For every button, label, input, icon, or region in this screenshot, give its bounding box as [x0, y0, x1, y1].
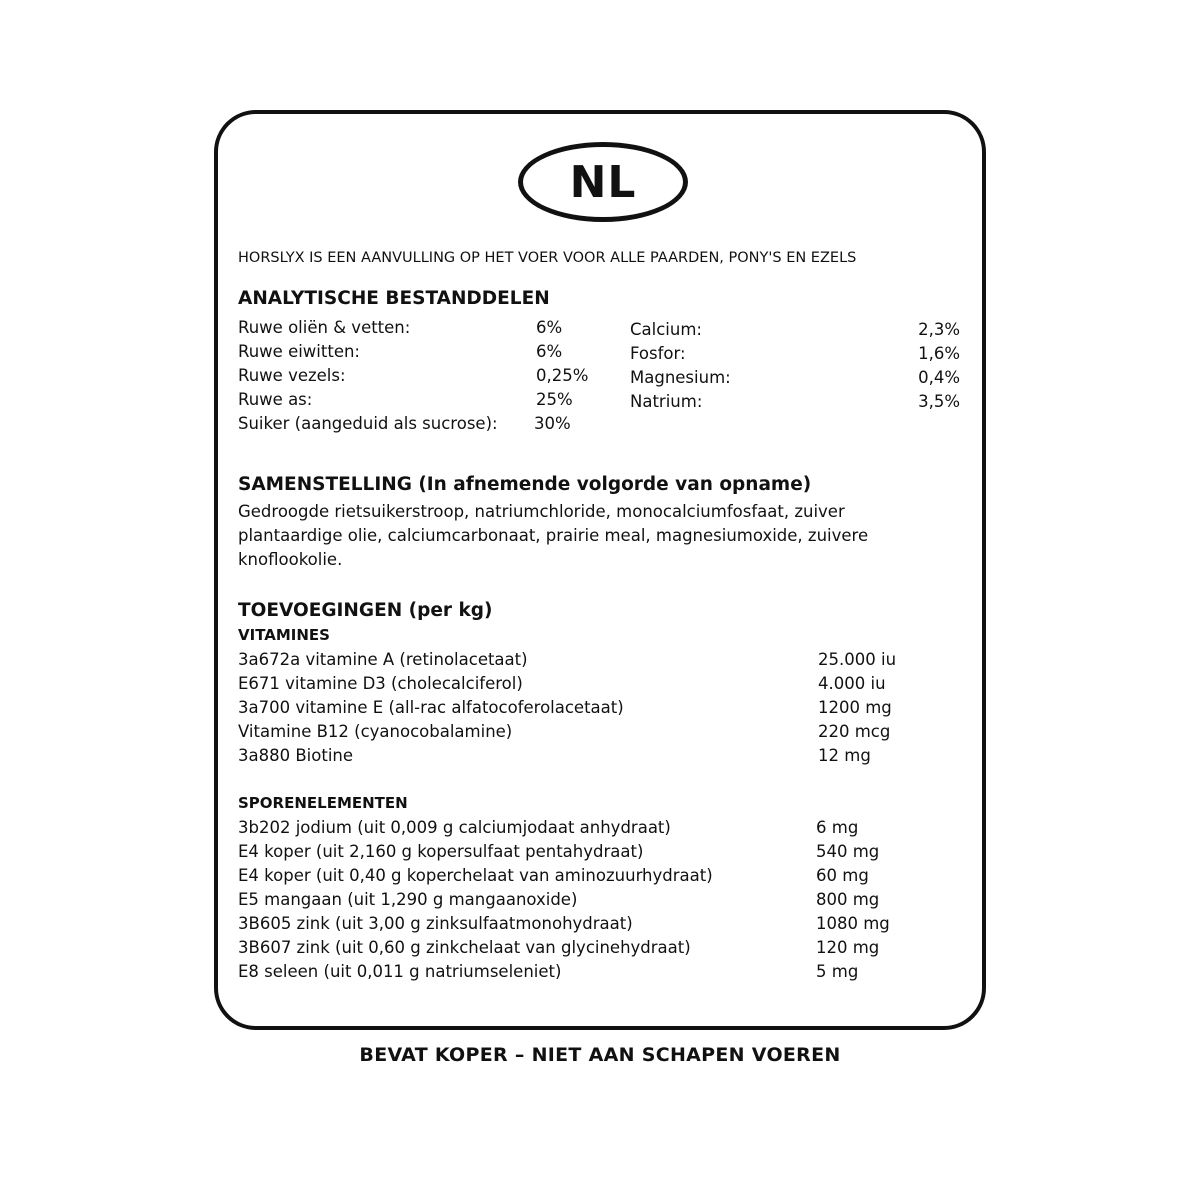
additives-heading: TOEVOEGINGEN (per kg): [238, 600, 493, 621]
vitamin-row: [238, 720, 938, 744]
analytical-value: 30%: [534, 414, 571, 433]
trace-element-label: 3b202 jodium (uit 0,009 g calciumjodaat anhydraat): [238, 818, 671, 837]
trace-element-value: 60 mg: [816, 866, 869, 885]
vitamin-row: [238, 648, 938, 672]
vitamin-row: [238, 744, 938, 768]
trace-element-value: 1080 mg: [816, 914, 890, 933]
analytical-label: Ruwe oliën & vetten:: [238, 318, 411, 337]
vitamins-heading: VITAMINES: [238, 626, 330, 644]
analytical-row: [630, 342, 960, 366]
vitamin-value: 1200 mg: [818, 698, 892, 717]
trace-element-value: 800 mg: [816, 890, 880, 909]
analytical-label: Suiker (aangeduid als sucrose):: [238, 414, 498, 433]
analytical-label: Calcium:: [630, 320, 702, 339]
analytical-row: [630, 390, 960, 414]
analytical-label: Magnesium:: [630, 368, 731, 387]
vitamin-row: [238, 696, 938, 720]
composition-line: plantaardige olie, calciumcarbonaat, prairie meal, magnesiumoxide, zuivere: [238, 526, 869, 545]
trace-elements-heading: SPORENELEMENTEN: [238, 794, 408, 812]
analytical-value: 3,5%: [918, 392, 960, 411]
trace-element-label: E4 koper (uit 2,160 g kopersulfaat pentahydraat): [238, 842, 644, 861]
composition-heading: SAMENSTELLING (In afnemende volgorde van opname): [238, 474, 812, 495]
analytical-label: Ruwe eiwitten:: [238, 342, 360, 361]
vitamin-label: Vitamine B12 (cyanocobalamine): [238, 722, 513, 741]
analytical-row: [238, 340, 598, 364]
vitamin-value: 12 mg: [818, 746, 871, 765]
analytical-row: [238, 364, 598, 388]
trace-element-value: 540 mg: [816, 842, 880, 861]
vitamin-row: [238, 672, 938, 696]
vitamin-label: 3a700 vitamine E (all-rac alfatocoferolacetaat): [238, 698, 624, 717]
trace-element-row: [238, 840, 938, 864]
analytical-label: Natrium:: [630, 392, 703, 411]
trace-element-label: E8 seleen (uit 0,011 g natriumseleniet): [238, 962, 562, 981]
trace-element-label: 3B607 zink (uit 0,60 g zinkchelaat van glycinehydraat): [238, 938, 691, 957]
composition-text: [238, 500, 958, 572]
trace-element-value: 6 mg: [816, 818, 859, 837]
composition-line: knoflookolie.: [238, 550, 343, 569]
trace-element-label: E5 mangaan (uit 1,290 g mangaanoxide): [238, 890, 578, 909]
analytical-label: Ruwe vezels:: [238, 366, 346, 385]
vitamin-value: 220 mcg: [818, 722, 891, 741]
analytical-value: 0,4%: [918, 368, 960, 387]
vitamin-label: 3a672a vitamine A (retinolacetaat): [238, 650, 528, 669]
analytical-value: 6%: [536, 342, 563, 361]
trace-element-value: 5 mg: [816, 962, 859, 981]
trace-element-label: E4 koper (uit 0,40 g koperchelaat van aminozuurhydraat): [238, 866, 713, 885]
trace-element-row: [238, 912, 938, 936]
analytical-value: 6%: [536, 318, 563, 337]
trace-element-row: [238, 960, 938, 984]
vitamin-value: 4.000 iu: [818, 674, 886, 693]
analytical-value: 2,3%: [918, 320, 960, 339]
trace-element-row: [238, 936, 938, 960]
trace-element-value: 120 mg: [816, 938, 880, 957]
analytical-label: Fosfor:: [630, 344, 686, 363]
analytical-row: [630, 318, 960, 342]
analytical-row: [630, 366, 960, 390]
copper-warning: BEVAT KOPER – NIET AAN SCHAPEN VOEREN: [359, 1044, 841, 1066]
analytical-value: 25%: [536, 390, 573, 409]
analytical-label: Ruwe as:: [238, 390, 313, 409]
analytical-value: 1,6%: [918, 344, 960, 363]
analytical-heading: ANALYTISCHE BESTANDDELEN: [238, 288, 550, 309]
composition-line: Gedroogde rietsuikerstroop, natriumchloride, monocalciumfosfaat, zuiver: [238, 502, 845, 521]
analytical-value: 0,25%: [536, 366, 589, 385]
intro-text: HORSLYX IS EEN AANVULLING OP HET VOER VOOR ALLE PAARDEN, PONY'S EN EZELS: [238, 250, 857, 266]
vitamin-value: 25.000 iu: [818, 650, 897, 669]
trace-element-row: [238, 816, 938, 840]
trace-element-row: [238, 864, 938, 888]
trace-element-row: [238, 888, 938, 912]
analytical-row: [238, 388, 598, 412]
analytical-row: [238, 316, 598, 340]
vitamin-label: E671 vitamine D3 (cholecalciferol): [238, 674, 523, 693]
label-panel: [214, 110, 986, 1030]
country-badge: NL: [518, 142, 688, 222]
vitamin-label: 3a880 Biotine: [238, 746, 354, 765]
analytical-row: [238, 412, 598, 436]
trace-element-label: 3B605 zink (uit 3,00 g zinksulfaatmonohydraat): [238, 914, 633, 933]
